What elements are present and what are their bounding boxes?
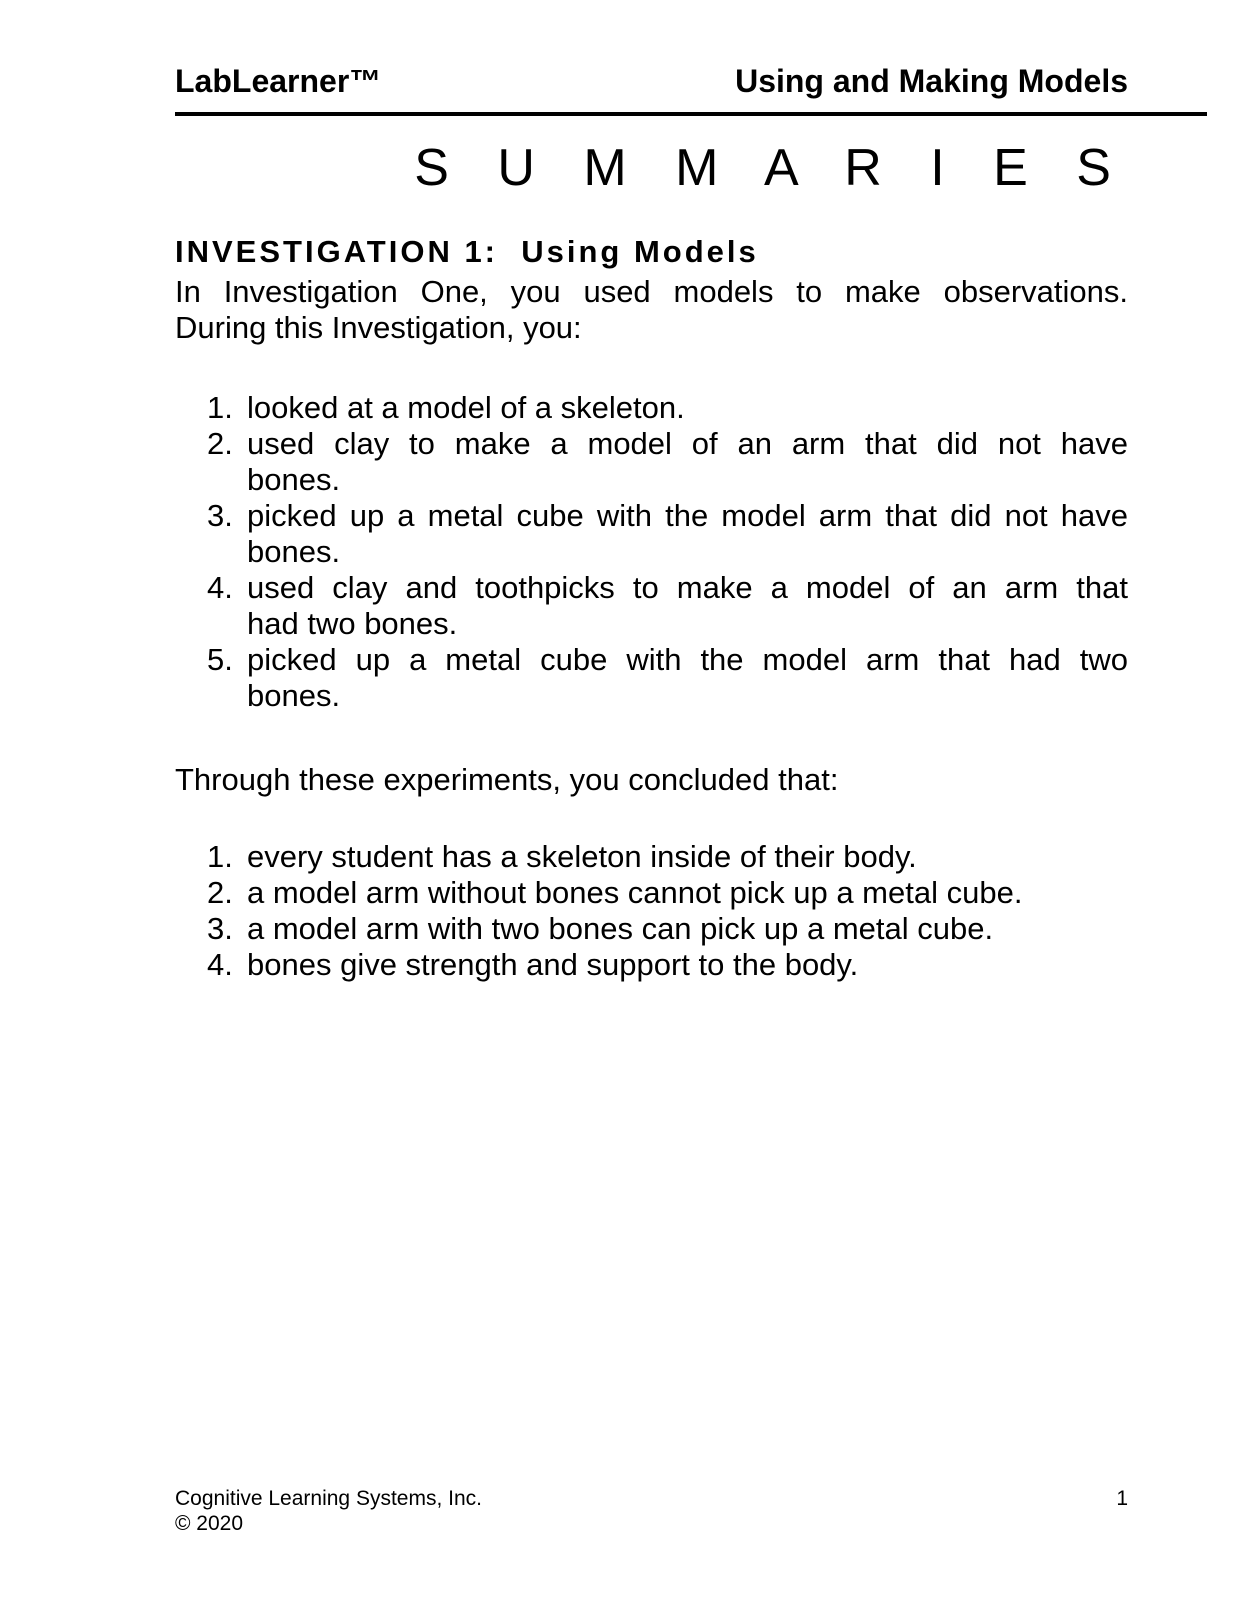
- list-item: [175, 947, 1128, 983]
- list-item-line: a model arm with two bones can pick up a metal cube.: [247, 911, 994, 946]
- document-title: Using and Making Models: [735, 63, 1128, 99]
- document-body: [175, 234, 1128, 983]
- page-number: 1: [1116, 1487, 1128, 1510]
- list-item-number: 3.: [207, 911, 233, 946]
- list-item: [175, 875, 1128, 911]
- list-item-text: [247, 498, 1128, 570]
- list-item-line: bones give strength and support to the body.: [247, 947, 859, 982]
- list-item-number: 1.: [207, 839, 233, 874]
- list-item-number: 4.: [207, 570, 233, 605]
- list-item-line: picked up a metal cube with the model arm that did not have: [247, 498, 1128, 533]
- list-item-text: [247, 570, 1128, 642]
- list-item-line: used clay to make a model of an arm that did not have: [247, 426, 1128, 461]
- paragraph-line: Through these experiments, you concluded that:: [175, 762, 839, 797]
- list-item: [175, 426, 1128, 498]
- list-item-number: 2.: [207, 426, 233, 461]
- list-item: [175, 911, 1128, 947]
- list-item-line: bones.: [247, 678, 341, 713]
- list-item-number: 3.: [207, 498, 233, 533]
- intro-paragraph: [175, 274, 1128, 346]
- conclusions-list: [175, 839, 1128, 983]
- section-heading: INVESTIGATION 1: Using Models: [175, 234, 759, 269]
- list-item-number: 4.: [207, 947, 233, 982]
- list-item-text: [247, 839, 1128, 875]
- footer-company: Cognitive Learning Systems, Inc.: [175, 1487, 482, 1510]
- list-item-text: [247, 390, 1128, 426]
- list-item-line: picked up a metal cube with the model arm that had two: [247, 642, 1128, 677]
- list-item-line: used clay and toothpicks to make a model of an arm that: [247, 570, 1128, 605]
- list-item-line: looked at a model of a skeleton.: [247, 390, 685, 425]
- brand-name: LabLearner™: [175, 63, 382, 99]
- list-item-text: [247, 947, 1128, 983]
- list-item-line: bones.: [247, 534, 341, 569]
- paragraph-line: During this Investigation, you:: [175, 310, 582, 345]
- conclusion-intro-paragraph: [175, 762, 1128, 798]
- activities-list: [175, 390, 1128, 714]
- page-title: S U M M A R I E S: [414, 139, 1128, 197]
- list-item-text: [247, 911, 1128, 947]
- footer-copyright: © 2020: [175, 1512, 244, 1535]
- list-item-line: a model arm without bones cannot pick up a metal cube.: [247, 875, 1023, 910]
- list-item-text: [247, 426, 1128, 498]
- list-item-text: [247, 875, 1128, 911]
- list-item-text: [247, 642, 1128, 714]
- list-item: [175, 570, 1128, 642]
- list-item-number: 2.: [207, 875, 233, 910]
- list-item: [175, 839, 1128, 875]
- list-item: [175, 390, 1128, 426]
- list-item-line: bones.: [247, 462, 341, 497]
- list-item-number: 5.: [207, 642, 233, 677]
- paragraph-line: In Investigation One, you used models to make observations.: [175, 274, 1128, 309]
- page-header: [175, 62, 1128, 100]
- list-item: [175, 498, 1128, 570]
- list-item: [175, 642, 1128, 714]
- list-item-number: 1.: [207, 390, 233, 425]
- list-item-line: every student has a skeleton inside of their body.: [247, 839, 917, 874]
- header-rule: [175, 112, 1207, 116]
- list-item-line: had two bones.: [247, 606, 458, 641]
